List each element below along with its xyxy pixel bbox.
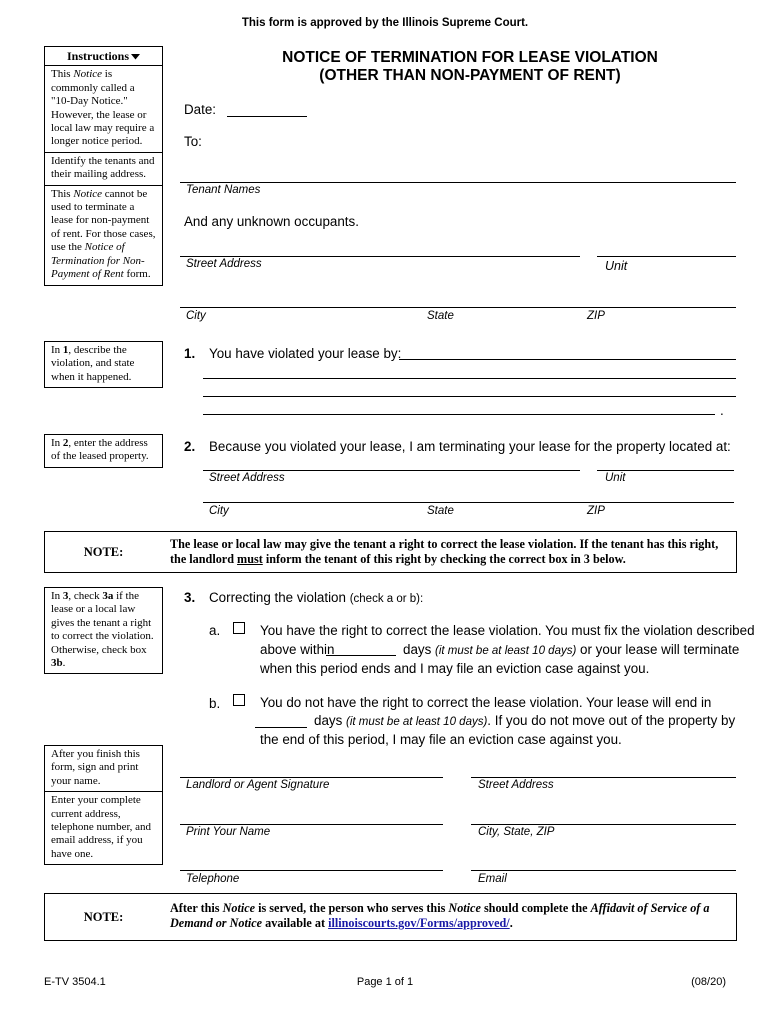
property-street-field[interactable] [203,470,580,471]
signer-street-label: Street Address [478,779,554,791]
section-2-number: 2. [184,439,196,454]
print-name-field[interactable] [180,824,443,825]
option-a-days-field[interactable] [326,655,396,656]
violation-line-4[interactable] [203,414,715,415]
option-a-letter: a. [209,623,221,638]
property-zip-label: ZIP [587,505,605,517]
section-3-number: 3. [184,590,196,605]
caret-down-icon [131,54,140,60]
signature-label: Landlord or Agent Signature [186,779,330,791]
option-a-line-1: You have the right to correct the lease violation. You must fix the violation described [260,623,755,638]
option-b-days-field[interactable] [255,727,307,728]
section-1-text: You have violated your lease by: [209,346,402,361]
violation-line-1[interactable] [399,359,736,360]
signature-field[interactable] [180,777,443,778]
property-city-state-zip-field[interactable] [203,502,734,503]
instruction-non-payment: This Notice cannot be used to terminate a lease for non-payment of rent. For those cases, use the Notice of Termination for Non-Payment of Rent form. [45,185,162,285]
tenant-street-label: Street Address [186,258,262,270]
telephone-field[interactable] [180,870,443,871]
violation-period: . [720,403,724,418]
tenant-street-field[interactable] [180,256,580,257]
note-text-2: After this Notice is served, the person who serves this Notice should complete the Affidavit of Service of a Demand or Notice available at illinoiscourts.gov/Forms/approved/. [170,901,710,930]
instructions-box-1 [44,46,163,286]
form-id: E-TV 3504.1 [44,976,106,988]
email-label: Email [478,873,507,885]
option-a-line-2-rest: days (it must be at least 10 days) or your lease will terminate [403,642,740,657]
email-field[interactable] [471,870,736,871]
note-label-1: NOTE: [83,545,124,559]
forms-link[interactable]: illinoiscourts.gov/Forms/approved/ [328,916,510,930]
tenant-names-field[interactable] [180,182,736,183]
unknown-occupants-text: And any unknown occupants. [184,214,359,229]
instruction-section-3: In 3, check 3a if the lease or a local law gives the tenant a right to correct the violation. Otherwise, check box 3b. [44,587,163,674]
print-name-label: Print Your Name [186,826,271,838]
instruction-contact-info: Enter your complete current address, telephone number, and email address, if you have one. [45,791,162,864]
option-b-line-3: the end of this period, I may file an eviction case against you. [260,732,622,747]
instruction-section-1: In 1, describe the violation, and state when it happened. [44,341,163,388]
option-a-checkbox[interactable] [233,622,245,634]
property-city-label: City [209,505,229,517]
instructions-heading[interactable]: Instructions [45,47,162,65]
instruction-sign-name: After you finish this form, sign and print your name. [51,748,140,787]
tenant-zip-label: ZIP [587,310,605,322]
tenant-city-label: City [186,310,206,322]
section-2-text: Because you violated your lease, I am terminating your lease for the property located at: [209,439,731,454]
signer-city-state-zip-label: City, State, ZIP [478,826,555,838]
option-b-line-1: You do not have the right to correct the lease violation. Your lease will end in [260,695,712,710]
section-1-number: 1. [184,346,196,361]
violation-line-2[interactable] [203,378,736,379]
tenant-unit-field[interactable] [597,256,736,257]
telephone-label: Telephone [186,873,240,885]
signer-street-field[interactable] [471,777,736,778]
to-label: To: [184,134,202,149]
option-b-letter: b. [209,696,221,711]
page-number: Page 1 of 1 [356,976,414,988]
note-text-1: The lease or local law may give the tenant a right to correct the lease violation. If the tenant has this right, the landlord must inform the tenant of this right by checking the correct box in 3 below. [170,537,719,566]
approval-statement: This form is approved by the Illinois Supreme Court. [241,17,529,29]
option-a-line-3: when this period ends and I may file an eviction case against you. [260,661,650,676]
tenant-state-label: State [427,310,454,322]
revision-date: (08/20) [691,976,726,988]
option-b-checkbox[interactable] [233,694,245,706]
instruction-notice-period: This Notice is commonly called a "10-Day Notice." However, the lease or local law may require a longer notice period. [45,65,162,151]
property-unit-field[interactable] [597,470,734,471]
title-line-1: NOTICE OF TERMINATION FOR LEASE VIOLATION [282,49,658,66]
property-state-label: State [427,505,454,517]
tenant-names-label: Tenant Names [186,184,261,196]
instruction-signature [44,745,163,865]
violation-line-3[interactable] [203,396,736,397]
signer-city-state-zip-field[interactable] [471,824,736,825]
property-unit-label: Unit [605,472,626,484]
section-3-heading: Correcting the violation (check a or b): [209,590,424,605]
tenant-unit-label: Unit [605,259,628,273]
tenant-city-state-zip-field[interactable] [180,307,736,308]
title-line-2: (OTHER THAN NON-PAYMENT OF RENT) [319,67,621,84]
instruction-identify-tenants: Identify the tenants and their mailing address. [45,152,162,185]
option-b-line-2: days (it must be at least 10 days). If you do not move out of the property by [314,713,736,728]
date-label: Date: [184,102,217,117]
property-street-label: Street Address [209,472,285,484]
date-field[interactable] [227,116,307,117]
note-label-2: NOTE: [83,910,124,924]
instruction-section-2: In 2, enter the address of the leased property. [44,434,163,468]
option-a-line-2: above within [260,642,335,657]
form-title [170,49,770,85]
